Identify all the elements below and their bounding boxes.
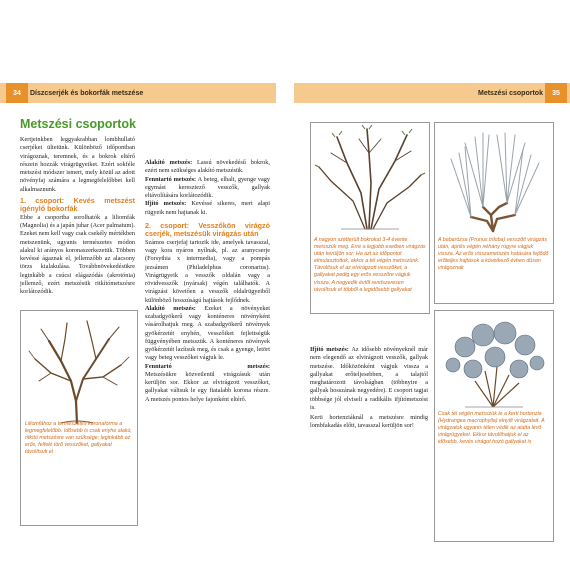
shrub-pruning-drawing bbox=[311, 123, 429, 235]
middle-text-column bbox=[145, 117, 270, 404]
hydrangea-illustration-box bbox=[434, 310, 554, 542]
group1-text-ifjito: Kevéssé sikeres, mert alapi rügyeik nem hajtanak ki. bbox=[145, 200, 271, 216]
group1-paragraph: Ebbe a csoportba sorolhatók a liliomfák (Magnolia) és a japán juhar (Acer palmatum). Ezeket nem kell vagy csak csekély mértékben metszenünk, ugyanis természetes módon alakul ki arányos koronaszerkezetük. Többen kevéssé ágaznak el, jellemzőbb az alacsony törzs kialakulása. Továbbnövekedésükre leginkább a csúcsi elágazódás (akrotónia) jellemző, ezért metszésük ritkítómetszésre korlátozódik. bbox=[20, 213, 135, 296]
magnolia-caption: Liliomfához a természetes koronaforma a legmegfelelőbb. Idősebb is csak enyhe alakú, ritkító metszésre van szüksége; leginkább az erős, felfelé törő vesszőket, gallyakat távolítsuk el bbox=[25, 421, 132, 456]
magnolia-tree-drawing bbox=[21, 311, 137, 431]
page-title: Metszési csoportok bbox=[20, 117, 137, 131]
group1-label-ifjito: Ifjító metszés: bbox=[145, 200, 187, 208]
group1-continuation bbox=[145, 117, 270, 159]
prunus-caption: A babarózsa (Prunus triloba) vesszőit virágzás után, április végén néhány rügyre vágjuk vissza. Az erős visszametszés hatására fejlődő erőteljes hajtások a következő évben dúsan virágoznak bbox=[438, 237, 549, 272]
group2-label-alakito: Alakító metszés: bbox=[145, 304, 196, 312]
group1-label-fenntarto: Fenntartó metszés: bbox=[145, 175, 197, 183]
shrub-illustration-box bbox=[310, 122, 430, 314]
group1-text-fenntarto: A beteg, elhalt, gyenge vagy egymást keresztező vesszők, gallyak eltávolítására korlátozódik. bbox=[145, 175, 270, 199]
left-page-number: 34 bbox=[6, 83, 28, 103]
group2-label-ifjito: Ifjító metszés: bbox=[310, 346, 349, 353]
group2-text-alakito: Ezeket a növényeket szabadgyökerű vagy konténeres növényként vásárolhatjuk meg. A szabadgyökerű növények gyökérzetét enyhén, vesszőiket fejlettségük függvényében metsszük. A konténeres növények gyökérzetét lazítsuk meg, és csak a gyenge, letört vagy beteg vesszőket vágjuk le. bbox=[145, 304, 270, 362]
right-running-title: Metszési csoportok bbox=[478, 89, 543, 97]
group1-text-alakito: Lassú növekedésű bokrok, ezért nem szükséges alakító metszésük. bbox=[145, 159, 270, 175]
group2-label-fenntarto: Fenntartó metszés: bbox=[145, 362, 270, 370]
hydrangea-note: Kerti hortenziáknál a metszésre mindig lombfakadás előtt, tavasszal kerüljön sor! bbox=[310, 414, 428, 430]
intro-paragraph: Kertjeinkben leggyakrabban lombhullató cserjéket ültetünk. Különböző időpontban virágoznak, teremnek, és a bokrok eltérő részein hozzák virágrügyeiket. Ezért sokféle metszési módszer ismert, mely közül az adott növényfaj számára a legmegfelelőbbet kell alkalmaznunk. bbox=[20, 136, 135, 193]
left-running-title: Díszcserjék és bokorfák metszése bbox=[30, 89, 144, 97]
shrub-caption: A nagyon szétterült bokrokat 3-4 évente metsszük meg. Erre a legjobb esetben virágzás után kerüljön sor. Ha azt az időpontot elmulasztottuk, akkor a tél végén metsszünk. Távolítsuk el az elvirágzott vesszőket, a gallyakat pedig egy erős vesszőre vágjuk vissza. A negyedik évtől rendszeresen távolítsuk el többől a legidősebb gallyakat bbox=[314, 237, 426, 293]
prunus-pruning-drawing bbox=[435, 123, 553, 235]
group2-paragraph: Számos cserjefaj tartozik ide, amelyek tavasszal, vagy kora nyáron nyílnak, pl. az aranycserje (Forsythia x intermedia), vagy a pompás jezsámen (Philadelphus coronarius). Virágrügyeik a vesszők oldalán vagy a rövidvesszők (nyársak) végén találhatók. A virágzást követően a vesszők oldalrügyeiből különböző hosszúságú hajtások fejlődnek. bbox=[145, 238, 270, 304]
magnolia-illustration-box bbox=[20, 310, 138, 526]
group1-heading: 1. csoport: Kevés metszést igénylő bokorfák bbox=[20, 195, 135, 214]
group2-heading: 2. csoport: Vesszőkön virágzó cserjék, metszésük virágzás után bbox=[145, 220, 270, 239]
group1-label-alakito: Alakító metszés: bbox=[145, 159, 193, 166]
group2-text-fenntarto: Metszésükre közvetlenül virágzásuk után kerüljön sor. Ekkor az elvirágzott vesszőket, gallyakat váltsuk le egy fiatalabb korona részre. A metszés pontos helye fajonként eltérő. bbox=[145, 370, 270, 403]
right-page-number: 35 bbox=[545, 83, 567, 103]
prunus-illustration-box bbox=[434, 122, 554, 304]
right-text-column bbox=[310, 346, 428, 431]
hydrangea-caption: Csak tél végén metsszük le a kerti hortenzia (Hydrangea macrophylla) elnyílt virágzatait. A virágzatok ugyanis télen védik az alatta lévő virágrügyeket. Ekkor távolíthatjuk el az idősebb, kevés virágot hozó gallyakat is bbox=[438, 411, 545, 446]
left-text-column bbox=[20, 136, 135, 296]
hydrangea-drawing bbox=[435, 311, 553, 411]
group2-text-ifjito: Az idősebb növényeknél már nem elegendő az elvirágzott vesszők, gallyak metszése. Időközönként vágjuk vissza a gallyakat erőteljesebben, a talajtól meghatározott távolságban (többnyire a gallyak hosszának negyedére). E csoport tagjai többsége jól elviseli a radikális ifjítómetszést is. bbox=[310, 346, 429, 411]
